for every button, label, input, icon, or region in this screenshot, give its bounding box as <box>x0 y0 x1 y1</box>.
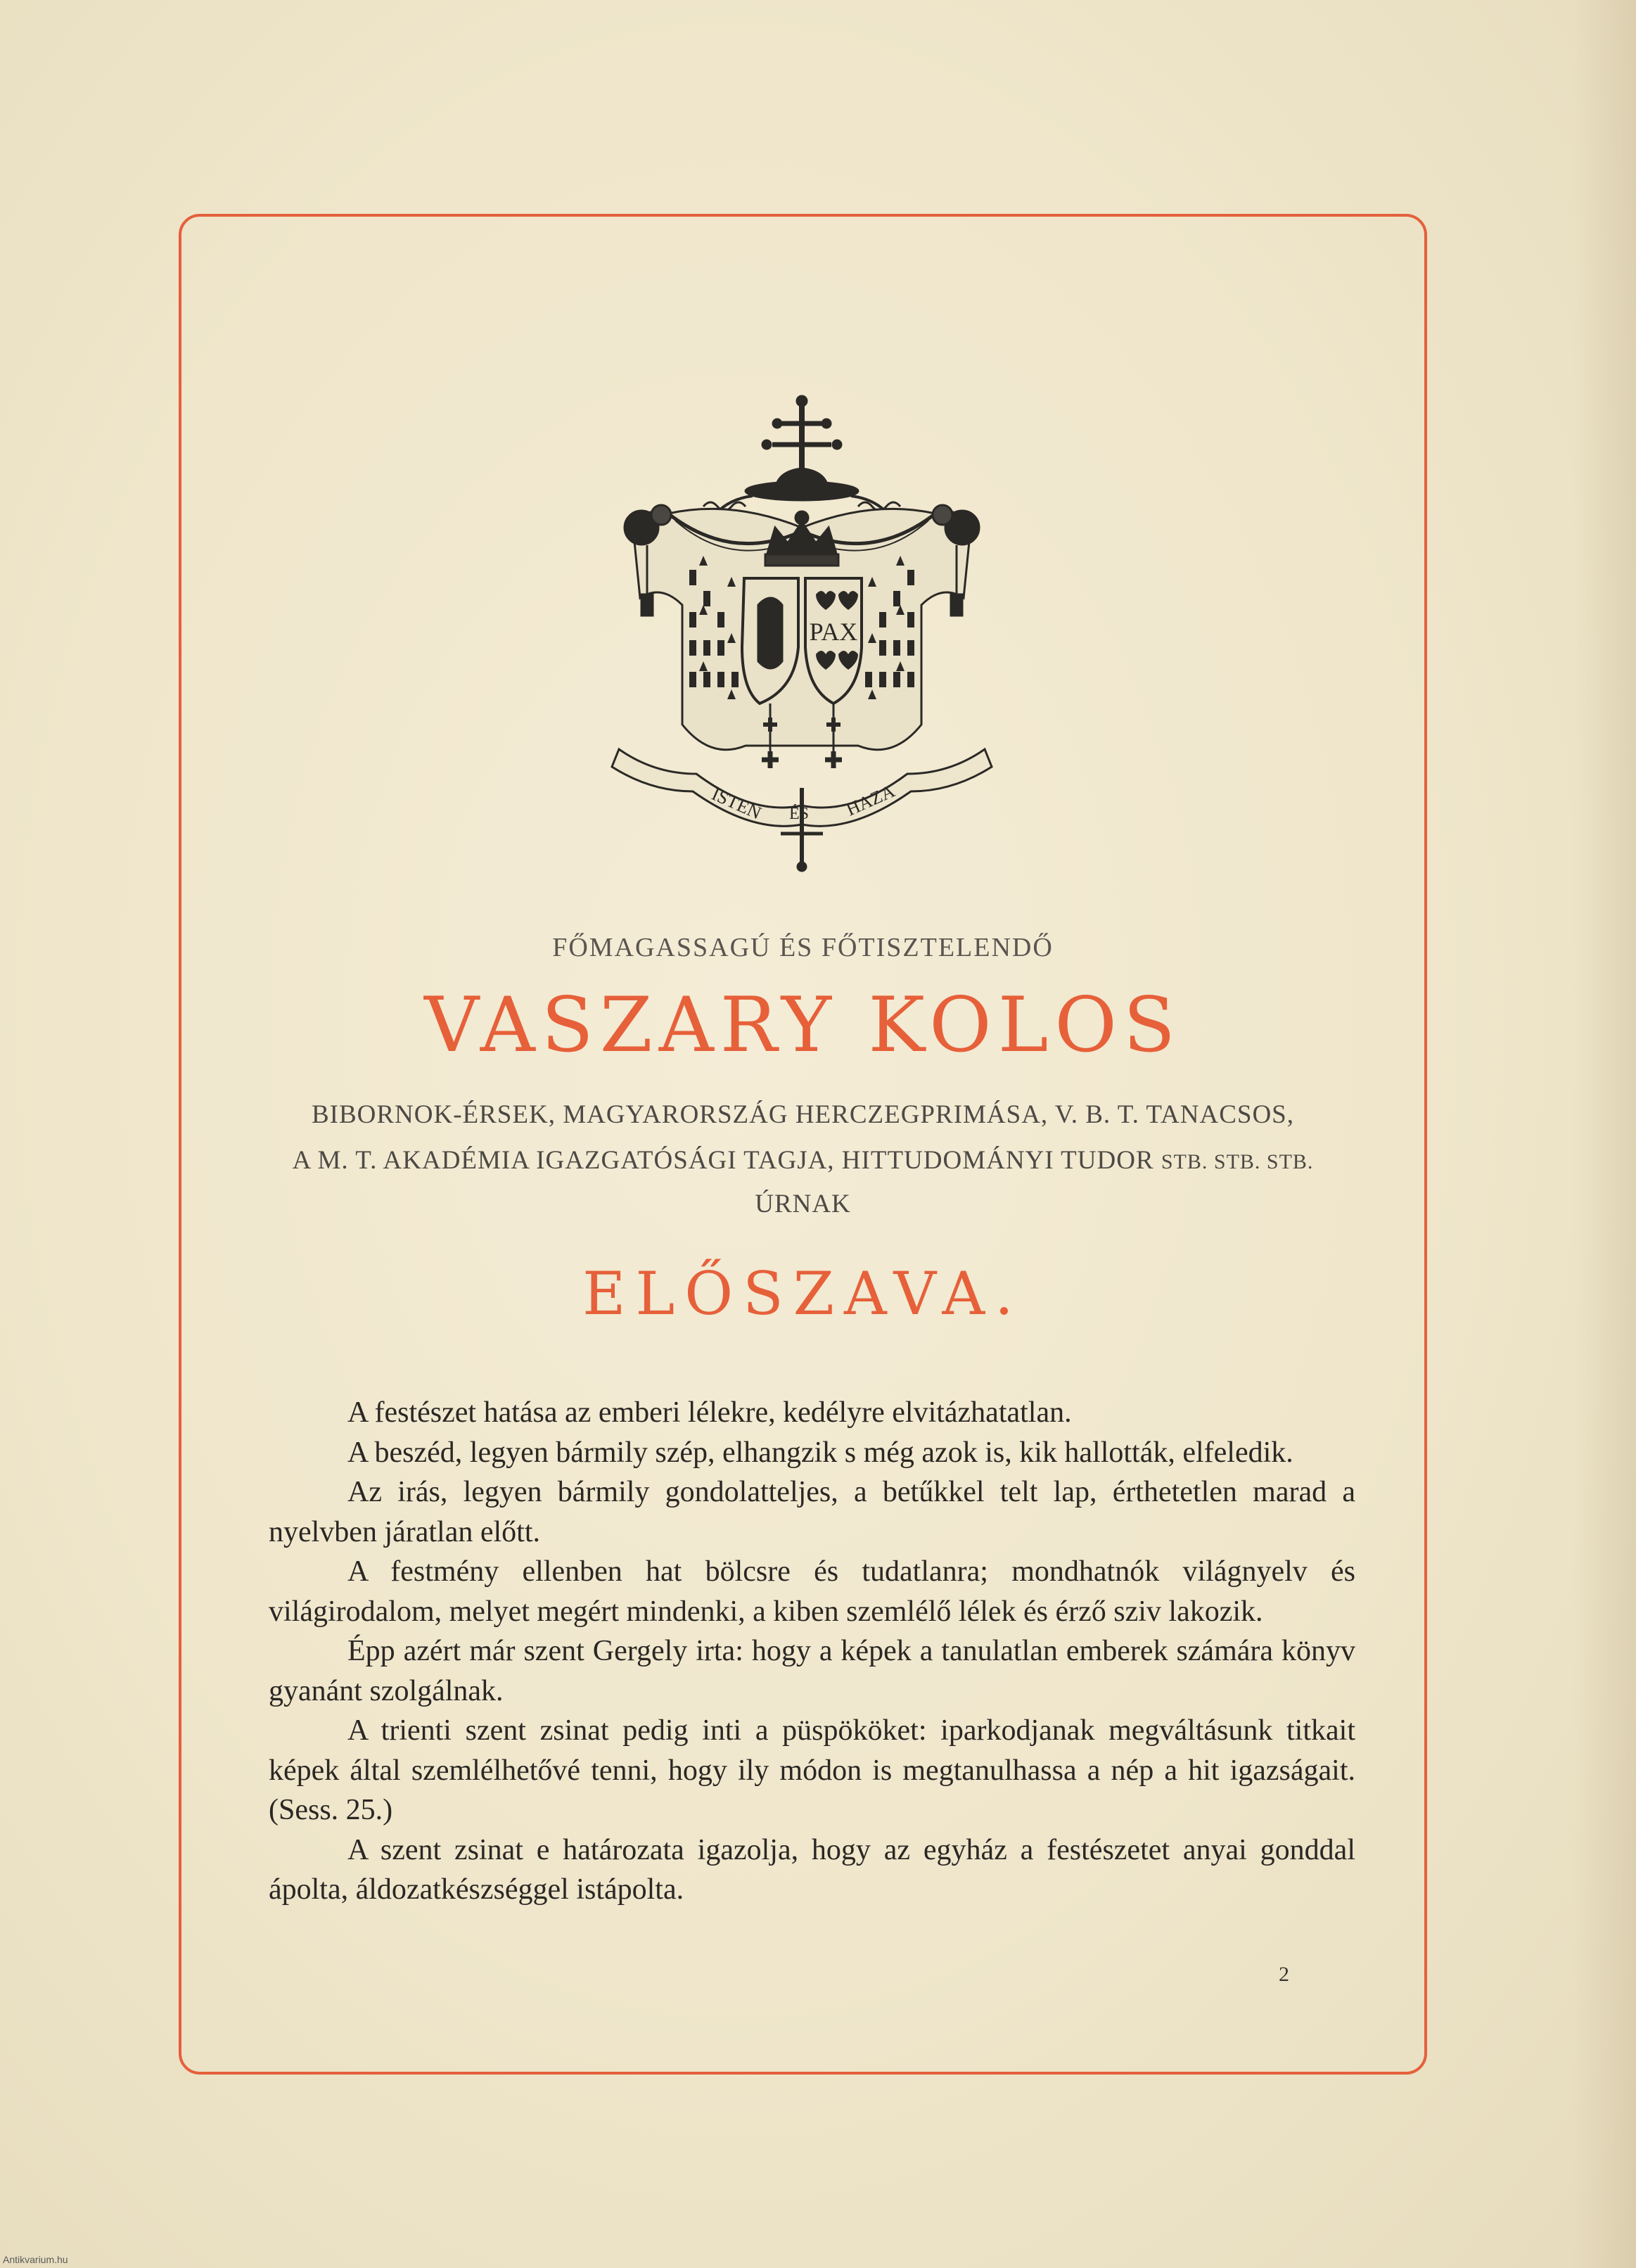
paragraph: A festmény ellenben hat bölcsre és tudatlanra; mondhatnók világnyelv és világirodalom, melyet megért mindenki, a kiben szemlélő lélek és érző sziv lakozik. <box>269 1555 1355 1628</box>
watermark-text: Antikvarium.hu <box>3 2254 68 2265</box>
paragraph: Épp azért már szent Gergely irta: hogy a képek a tanulatlan emberek számára könyv gyanánt szolgálnak. <box>269 1635 1355 1707</box>
dedicatee-titles-line-2 <box>179 1145 1427 1176</box>
svg-text:ISTEN: ISTEN <box>708 783 765 824</box>
paragraph: A trienti szent zsinat pedig inti a püspököket: iparkodjanak megváltásunk titkait képek által szemlélhetővé tenni, hogy ily módon is megtanulhassa a nép a hit igazságait. (Sess. 25.) <box>269 1714 1355 1826</box>
dedicatee-titles-line-3: ÚRNAK <box>755 1190 851 1218</box>
dedicatee-titles-line-1: BIBORNOK-ÉRSEK, MAGYARORSZÁG HERCZEGPRIMÁSA, V. B. T. TANACSOS, <box>311 1100 1295 1129</box>
preface-heading: ELŐSZAVA. <box>582 1259 1023 1328</box>
paragraph: A beszéd, legyen bármily szép, elhangzik s még azok is, kik hallották, elfeledik. <box>347 1436 1293 1469</box>
paragraph: A szent zsinat e határozata igazolja, hogy az egyház a festészetet anyai gonddal ápolta, áldozatkészséggel istápolta. <box>269 1833 1355 1906</box>
dedicatee-titles-line-2-text: A M. T. AKADÉMIA IGAZGATÓSÁGI TAGJA, HITTUDOMÁNYI TUDOR <box>292 1146 1154 1175</box>
page-number: 2 <box>1279 1963 1289 1986</box>
dedication-over-title: FŐMAGASSAGÚ ÉS FŐTISZTELENDŐ <box>552 933 1054 962</box>
dedicatee-name: VASZARY KOLOS <box>424 981 1182 1069</box>
svg-text:HAZA: HAZA <box>843 780 898 820</box>
paragraph: A festészet hatása az emberi lélekre, kedélyre elvitázhatatlan. <box>347 1396 1072 1429</box>
page-edge-shadow <box>1573 0 1636 2268</box>
svg-text:ÉS: ÉS <box>789 805 810 823</box>
svg-text:PAX: PAX <box>809 618 858 646</box>
preface-body <box>269 1393 1355 1910</box>
paragraph: Az irás, legyen bármily gondolatteljes, a betűkkel telt lap, érthetetlen marad a nyelvben járatlan előtt. <box>269 1476 1355 1548</box>
coat-of-arms-emblem <box>591 394 1013 872</box>
dedicatee-titles-etc: STB. STB. STB. <box>1161 1150 1314 1173</box>
